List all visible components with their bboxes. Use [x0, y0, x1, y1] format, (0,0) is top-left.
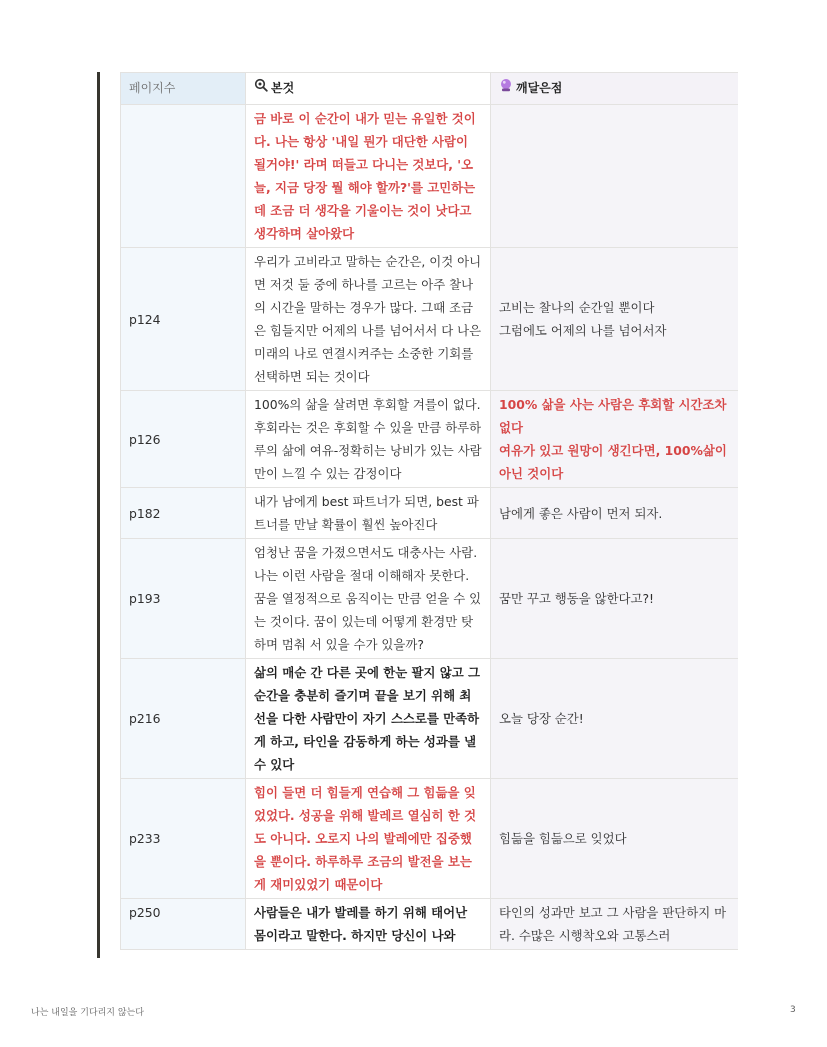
seen-text: 내가 남에게 best 파트너가 되면, best 파트너를 만날 확률이 훨씬 높아진다 [254, 494, 479, 532]
header-page[interactable] [121, 73, 246, 105]
page-number-text: p216 [129, 711, 161, 726]
page-cell[interactable] [121, 779, 246, 899]
reading-notes-table [120, 72, 738, 950]
table-row [121, 105, 739, 248]
table-row [121, 539, 739, 659]
seen-text: 100%의 삶을 살려면 후회할 겨를이 없다. 후회라는 것은 후회할 수 있을 만큼 하루하루의 삶에 여유-정확히는 낭비가 있는 사람만이 느낄 수 있는 감정이다 [254, 397, 482, 481]
page-number-text: p182 [129, 505, 161, 521]
learned-cell[interactable] [491, 488, 739, 539]
seen-cell[interactable] [246, 539, 491, 659]
quote-bar [97, 72, 100, 958]
seen-text: 삶의 매순 간 다른 곳에 한눈 팔지 않고 그 순간을 충분히 즐기며 끝을 보기 위해 최선을 다한 사람만이 자기 스스로를 만족하게 하고, 타인을 감동하게 하는 성과를 낼 수 있다 [254, 665, 481, 772]
seen-text: 우리가 고비라고 말하는 순간은, 이것 아니면 저것 둘 중에 하나를 고르는 아주 찰나의 시간을 말하는 경우가 많다. 그때 조금은 힘들지만 어제의 나를 넘어서서 다 나은 미래의 나로 연결시켜주는 소중한 기회를 선택하면 되는 것이다 [254, 254, 482, 384]
learned-text: 꿈만 꾸고 행동을 않한다고?! [499, 591, 655, 606]
header-page-label: 페이지수 [129, 81, 176, 95]
learned-cell[interactable] [491, 659, 739, 779]
learned-text: 타인의 성과만 보고 그 사람을 판단하지 마라. 수많은 시행착오와 고통스러 [499, 905, 727, 943]
page-cell[interactable] [121, 659, 246, 779]
page-cell[interactable] [121, 248, 246, 391]
footer-document-title: 나는 내일을 기다리지 않는다 [31, 1008, 144, 1018]
page-cell[interactable] [121, 539, 246, 659]
seen-cell[interactable] [246, 248, 491, 391]
learned-text: 남에게 좋은 사람이 먼저 되자. [499, 505, 663, 521]
page-cell[interactable] [121, 105, 246, 248]
learned-cell[interactable] [491, 248, 739, 391]
table-row [121, 391, 739, 488]
learned-cell[interactable] [491, 539, 739, 659]
learned-text: 고비는 찰나의 순간일 뿐이다 그럼에도 어제의 나를 넘어서자 [499, 300, 667, 338]
table-row [121, 659, 739, 779]
seen-cell[interactable] [246, 899, 491, 950]
table-row [121, 488, 739, 539]
page-number-text: p233 [129, 831, 161, 846]
seen-text: 금 바로 이 순간이 내가 믿는 유일한 것이다. 나는 항상 '내일 뭔가 대단한 사람이 될거야!' 라며 떠들고 다니는 것보다, '오늘, 지금 당장 뭘 해야 할까?'를 고민하는데 조금 더 생각을 기울이는 것이 낫다고 생각하며 살아왔다 [254, 111, 476, 241]
learned-cell[interactable] [491, 779, 739, 899]
seen-cell[interactable] [246, 391, 491, 488]
seen-text: 힘이 들면 더 힘들게 연습해 그 힘듦을 잊었었다. 성공을 위해 발레르 열심히 한 것도 아니다. 오로지 나의 발레에만 집중했을 뿐이다. 하루하루 조금의 발전을 보는 게 재미있었기 때문이다 [254, 785, 477, 892]
header-seen[interactable] [246, 73, 491, 105]
eye-magnifier-icon [254, 77, 268, 100]
footer-page-number: 3 [790, 1005, 796, 1015]
page-number-text: p124 [129, 311, 161, 327]
learned-text: 힘듦을 힘듦으로 잊었다 [499, 831, 627, 846]
page-cell[interactable] [121, 488, 246, 539]
page-number-text: p126 [129, 431, 161, 447]
learned-cell[interactable] [491, 105, 739, 248]
header-learned-label: 깨달은점 [516, 81, 563, 95]
header-seen-label: 본것 [271, 81, 295, 95]
seen-cell[interactable] [246, 779, 491, 899]
learned-text: 오늘 당장 순간! [499, 711, 584, 726]
learned-cell[interactable] [491, 899, 739, 950]
header-learned[interactable] [491, 73, 739, 105]
page-number-text: p193 [129, 591, 161, 606]
seen-cell[interactable] [246, 488, 491, 539]
seen-cell[interactable] [246, 659, 491, 779]
table-row [121, 248, 739, 391]
page-number-text: p250 [129, 905, 161, 920]
page-cell[interactable] [121, 391, 246, 488]
crystal-ball-icon [499, 77, 513, 100]
table-row [121, 779, 739, 899]
learned-text: 100% 삶을 사는 사람은 후회할 시간조차 없다 여유가 있고 원망이 생긴다면, 100%삶이 아닌 것이다 [499, 397, 727, 481]
learned-cell[interactable] [491, 391, 739, 488]
seen-text: 사람들은 내가 발레를 하기 위해 태어난 몸이라고 말한다. 하지만 당신이 나와 [254, 905, 468, 943]
reading-notes-table-container [120, 72, 738, 958]
table-row [121, 899, 739, 950]
seen-text: 엄청난 꿈을 가졌으면서도 대충사는 사람. 나는 이런 사람을 절대 이해해자 못한다. 꿈을 열정적으로 움직이는 만큼 얻을 수 있는 것이다. 꿈이 있는데 어떻게 환경만 탓하며 멈춰 서 있을 수가 있을까? [254, 545, 482, 652]
seen-cell[interactable] [246, 105, 491, 248]
page-cell[interactable] [121, 899, 246, 950]
table-header-row [121, 73, 739, 105]
